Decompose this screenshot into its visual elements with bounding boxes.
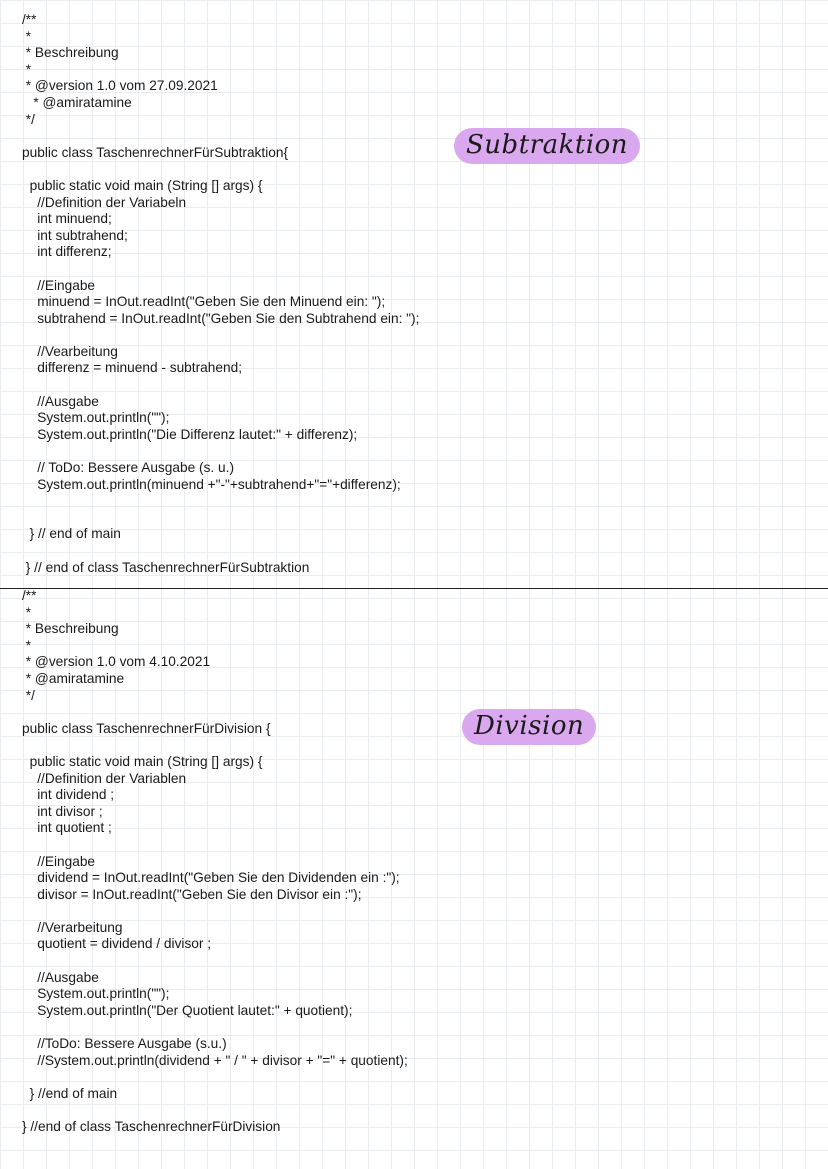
code-line: System.out.println(""); xyxy=(22,986,170,1002)
code-line: * xyxy=(22,604,32,620)
code-line: int dividend ; xyxy=(22,787,115,803)
code-line: //Vearbeitung xyxy=(22,343,118,359)
code-line: System.out.println(minuend +"-"+subtrahend+"="+differenz); xyxy=(22,476,401,492)
code-line: } //end of class TaschenrechnerFürDivision xyxy=(22,1119,281,1134)
code-line: * Beschreibung xyxy=(22,45,119,61)
code-line: * xyxy=(22,28,32,44)
code-line: //System.out.println(dividend + " / " + divisor + "=" + quotient); xyxy=(22,1052,408,1068)
code-line xyxy=(22,1069,408,1086)
code-line: //Ausgabe xyxy=(22,969,99,985)
code-line: //Verarbeitung xyxy=(22,919,123,935)
code-line: } // end of class TaschenrechnerFürSubtraktion xyxy=(22,559,310,575)
subtraction-heading: Subtraktion xyxy=(454,128,640,164)
code-line xyxy=(22,493,419,510)
code-line: public static void main (String [] args) { xyxy=(22,753,263,769)
code-line: int differenz; xyxy=(22,244,112,260)
code-line xyxy=(22,327,419,344)
code-line xyxy=(22,377,419,394)
code-line: System.out.println("Der Quotient lautet:" + quotient); xyxy=(22,1002,353,1018)
code-line: minuend = InOut.readInt("Geben Sie den Minuend ein: "); xyxy=(22,294,386,310)
code-line xyxy=(22,837,408,854)
code-line: System.out.println(""); xyxy=(22,410,170,426)
code-line: */ xyxy=(22,687,35,703)
code-line: * Beschreibung xyxy=(22,621,119,637)
code-line: dividend = InOut.readInt("Geben Sie den Dividenden ein :"); xyxy=(22,870,400,886)
code-line: * @version 1.0 vom 27.09.2021 xyxy=(22,78,218,94)
code-line: //Definition der Variabeln xyxy=(22,194,187,210)
division-code-block xyxy=(22,588,408,1136)
code-line: /** xyxy=(22,12,37,27)
code-line: quotient = dividend / divisor ; xyxy=(22,936,212,952)
code-line: * xyxy=(22,637,32,653)
code-line: //Eingabe xyxy=(22,853,96,869)
code-line: } // end of main xyxy=(22,526,121,542)
code-line: * @amiratamine xyxy=(22,670,125,686)
code-line xyxy=(22,543,419,560)
code-line xyxy=(22,510,419,527)
code-line: subtrahend = InOut.readInt("Geben Sie den Subtrahend ein: "); xyxy=(22,310,420,326)
code-line: public class TaschenrechnerFürSubtraktion{ xyxy=(22,144,289,160)
division-heading: Division xyxy=(462,709,596,745)
code-line xyxy=(22,1102,408,1119)
code-line: * xyxy=(22,61,32,77)
code-line: public class TaschenrechnerFürDivision { xyxy=(22,720,271,736)
code-line: //Eingabe xyxy=(22,277,96,293)
code-line: * @version 1.0 vom 4.10.2021 xyxy=(22,654,211,670)
code-line xyxy=(22,128,419,145)
code-line: // ToDo: Bessere Ausgabe (s. u.) xyxy=(22,460,235,476)
code-line: //ToDo: Bessere Ausgabe (s.u.) xyxy=(22,1036,227,1052)
subtraction-code-block xyxy=(22,12,419,576)
code-line: int quotient ; xyxy=(22,820,112,836)
code-line: int divisor ; xyxy=(22,803,103,819)
code-line xyxy=(22,953,408,970)
code-line xyxy=(22,261,419,278)
code-line xyxy=(22,903,408,920)
code-line: int minuend; xyxy=(22,211,112,227)
code-line: //Ausgabe xyxy=(22,393,99,409)
code-line: /** xyxy=(22,588,37,603)
code-line: //Definition der Variablen xyxy=(22,770,187,786)
code-line xyxy=(22,161,419,178)
code-line: differenz = minuend - subtrahend; xyxy=(22,360,243,376)
code-line xyxy=(22,443,419,460)
code-line: public static void main (String [] args) { xyxy=(22,177,263,193)
code-line: divisor = InOut.readInt("Geben Sie den Divisor ein :"); xyxy=(22,886,362,902)
code-line: int subtrahend; xyxy=(22,227,128,243)
code-line: System.out.println("Die Differenz lautet:" + differenz); xyxy=(22,426,358,442)
code-line xyxy=(22,1019,408,1036)
code-line xyxy=(22,704,408,721)
code-line: } //end of main xyxy=(22,1085,118,1101)
code-line: */ xyxy=(22,111,35,127)
code-line: * @amiratamine xyxy=(22,94,132,110)
code-line xyxy=(22,737,408,754)
